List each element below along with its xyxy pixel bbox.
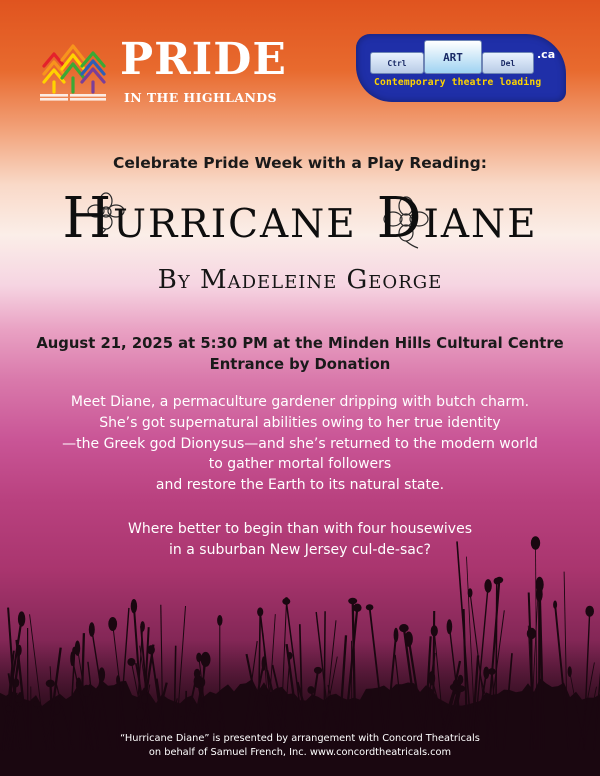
seed-head xyxy=(217,615,222,626)
seed-head xyxy=(353,604,362,612)
seed-head xyxy=(131,599,137,613)
credit-line: on behalf of Samuel French, Inc. www.concordtheatricals.com xyxy=(148,746,452,758)
seed-head xyxy=(405,632,413,647)
seed-head xyxy=(33,701,41,707)
seed-head xyxy=(190,702,197,713)
seed-head xyxy=(261,689,269,696)
seed-head xyxy=(447,619,453,634)
seed-head xyxy=(200,678,205,687)
seed-head xyxy=(262,656,266,670)
seed-head xyxy=(399,624,409,632)
seed-head xyxy=(348,598,357,604)
licensing-credit xyxy=(0,732,600,759)
seed-head xyxy=(287,652,292,659)
event-admission: Entrance by Donation xyxy=(209,356,391,373)
seed-head xyxy=(366,604,374,610)
event-date-location: August 21, 2025 at 5:30 PM at the Minden Hills Cultural Centre xyxy=(36,335,564,352)
seed-head xyxy=(194,669,200,679)
ctrl-key: Ctrl xyxy=(370,52,424,74)
seed-head xyxy=(13,678,19,687)
seed-head xyxy=(394,628,399,643)
seed-head xyxy=(18,611,25,626)
intro-heading: Celebrate Pride Week with a Play Reading: xyxy=(113,154,487,172)
seed-head xyxy=(15,696,23,703)
description-line: Meet Diane, a permaculture gardener dripping with butch charm. xyxy=(70,394,530,410)
seed-head xyxy=(82,685,90,697)
seed-head xyxy=(431,625,438,636)
event-details xyxy=(0,333,600,375)
logo-tagline: Contemporary theatre loading xyxy=(374,77,542,88)
description-line: to gather mortal followers xyxy=(208,456,392,473)
seed-head xyxy=(46,680,55,688)
seed-head xyxy=(568,666,572,677)
seed-head xyxy=(483,667,489,679)
seed-head xyxy=(553,601,557,609)
seed-head xyxy=(99,667,106,682)
question-line: in a suburban New Jersey cul-de-sac? xyxy=(169,541,431,558)
seed-head xyxy=(116,675,120,685)
seed-head xyxy=(127,658,135,666)
playwright-byline: By Madeleine George xyxy=(157,265,443,295)
seed-head xyxy=(17,645,21,656)
domain-suffix: .ca xyxy=(537,48,556,61)
seed-head xyxy=(488,668,495,675)
seed-head xyxy=(147,645,155,654)
seed-head xyxy=(428,671,435,685)
seed-head xyxy=(536,577,544,593)
seed-head xyxy=(307,686,314,694)
seed-head xyxy=(108,617,117,631)
seed-head xyxy=(201,652,211,667)
seed-head xyxy=(314,667,322,674)
question-line: Where better to begin than with four housewives xyxy=(128,521,472,537)
seed-head xyxy=(75,641,80,656)
seed-head xyxy=(531,536,540,550)
seed-head xyxy=(217,711,221,722)
description-line: and restore the Earth to its natural state. xyxy=(155,477,445,494)
seed-head xyxy=(70,651,74,666)
rainbow-pine-trees-icon xyxy=(40,44,108,104)
description-line: —the Greek god Dionysus—and she’s returned to the modern world xyxy=(62,435,538,452)
seed-head xyxy=(257,607,263,616)
seed-head xyxy=(484,579,491,593)
description-line: She’s got supernatural abilities owing to her true identity xyxy=(99,414,501,431)
seed-head xyxy=(527,628,536,639)
seed-head xyxy=(54,701,60,715)
seed-head xyxy=(6,705,12,712)
seed-head xyxy=(140,621,145,632)
seed-head xyxy=(585,606,594,617)
play-title: Hurricane Diane xyxy=(62,186,538,251)
ctrl-art-del-logo xyxy=(356,34,566,102)
seed-head xyxy=(196,653,201,663)
pride-subtitle: IN THE HIGHLANDS xyxy=(124,90,277,105)
seed-head xyxy=(456,685,466,692)
pride-in-the-highlands-logo xyxy=(40,34,287,110)
art-key: ART xyxy=(424,40,482,74)
seed-head xyxy=(136,708,145,720)
seed-head xyxy=(76,678,82,692)
play-description xyxy=(0,392,600,496)
seed-head xyxy=(282,598,290,605)
seed-head xyxy=(89,622,95,637)
credit-line: “Hurricane Diane” is presented by arrangement with Concord Theatricals xyxy=(120,733,480,744)
pride-wordmark: PRIDE xyxy=(120,34,287,85)
seed-head xyxy=(141,694,147,704)
del-key: Del xyxy=(482,52,534,74)
seed-head xyxy=(496,577,504,583)
seed-head xyxy=(468,588,473,597)
